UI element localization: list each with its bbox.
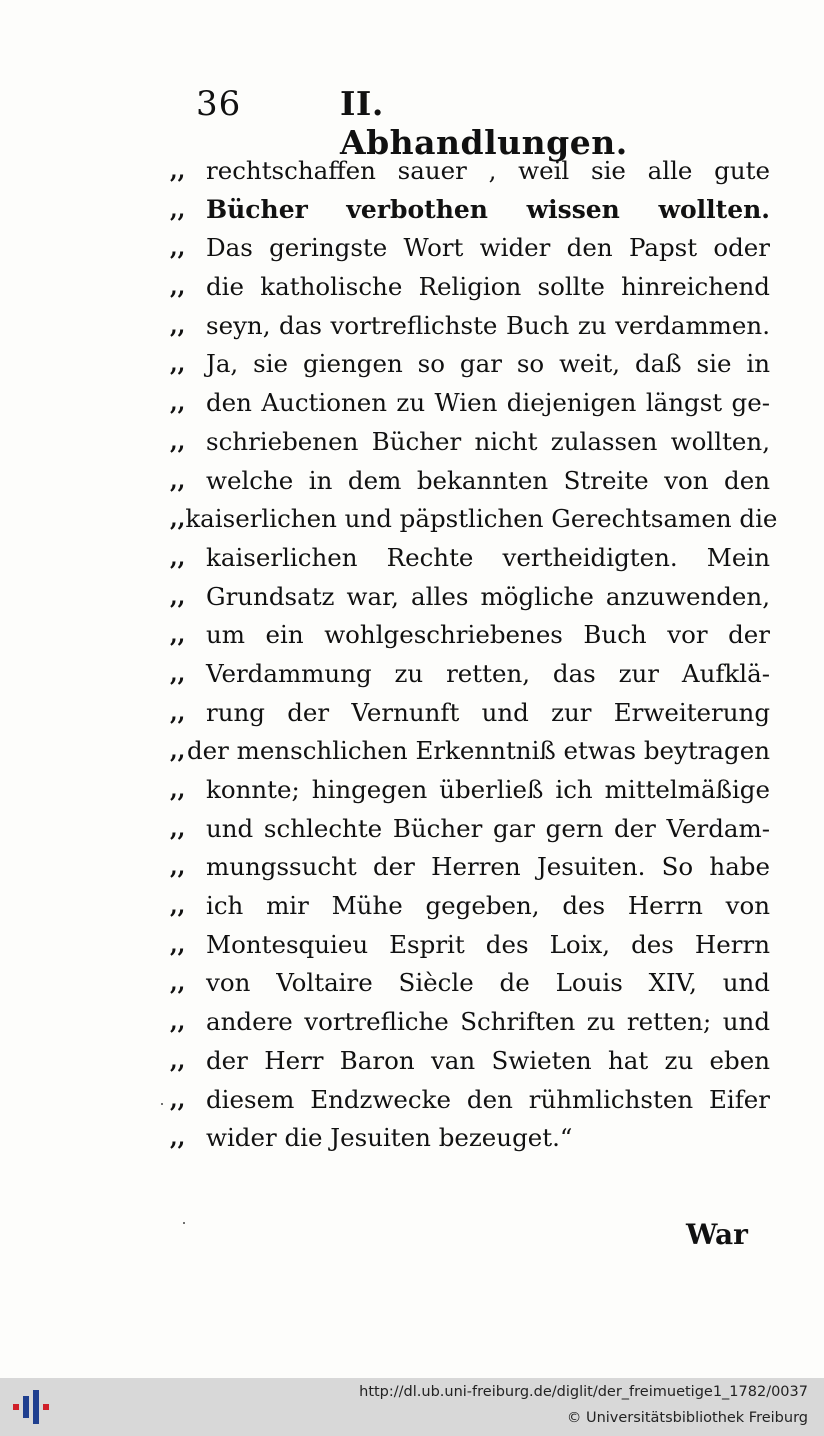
text-line: ,, ich mir Mühe gegeben, des Herrn von	[170, 887, 770, 926]
source-url-link[interactable]: http://dl.ub.uni-freiburg.de/diglit/der_freimuetige1_1782/0037	[359, 1384, 808, 1400]
quote-mark: ,,	[170, 274, 186, 301]
quote-mark: ,,	[170, 777, 186, 803]
body-text	[170, 152, 778, 1158]
quote-mark: ,,	[170, 622, 186, 649]
scan-speck	[161, 1103, 163, 1105]
text-line: ,, wider die Jesuiten bezeuget.“	[170, 1119, 770, 1158]
text-line: ,, Montesquieu Esprit des Loix, des Herrn	[170, 926, 770, 965]
quote-mark: ,,	[170, 351, 186, 378]
text-line: ,, Ja, sie giengen so gar so weit, daß sie in	[170, 345, 770, 384]
quote-mark: ,,	[170, 931, 186, 958]
quote-mark: ,,	[170, 738, 186, 765]
quote-mark: ,,	[170, 235, 186, 262]
text-line: ,, Das geringste Wort wider den Papst oder	[170, 229, 770, 268]
text-line: ,, seyn, das vortreflichste Buch zu verdammen.	[170, 307, 770, 346]
copyright-notice: © Universitätsbibliothek Freiburg	[566, 1410, 808, 1426]
text-line: ,, der menschlichen Erkenntniß etwas beytragen	[170, 732, 770, 771]
page-number: 36	[196, 84, 242, 124]
quote-mark: ,,	[170, 1047, 186, 1074]
catchword: War	[686, 1218, 748, 1251]
quote-mark: ,,	[170, 815, 186, 842]
running-head: II. Abhandlungen.	[340, 84, 628, 162]
quote-mark: ,,	[170, 854, 186, 881]
text-line: ,, welche in dem bekannten Streite von den	[170, 462, 770, 501]
scan-speck	[183, 1222, 185, 1224]
text-line: ,, Verdammung zu retten, das zur Aufklä-	[170, 655, 770, 694]
text-line: ,, andere vortrefliche Schriften zu retten; und	[170, 1003, 770, 1042]
text-line: ,, den Auctionen zu Wien diejenigen längst ge-	[170, 384, 770, 423]
page-header	[196, 84, 628, 162]
quote-mark: ,,	[170, 660, 186, 687]
text-line: ,, mungssucht der Herren Jesuiten. So habe	[170, 848, 770, 887]
text-line: ,, rechtschaffen sauer , weil sie alle gute	[170, 152, 770, 191]
quote-mark: ,,	[170, 544, 186, 571]
text-line: ,, diesem Endzwecke den rühmlichsten Eifer	[170, 1081, 770, 1120]
text-line: ,, von Voltaire Siècle de Louis XIV, und	[170, 964, 770, 1003]
text-line: ,, Bücher verbothen wissen wollten.	[170, 191, 770, 230]
text-line: ,, um ein wohlgeschriebenes Buch vor der	[170, 616, 770, 655]
quote-mark: ,,	[170, 893, 186, 920]
text-line: ,, schriebenen Bücher nicht zulassen wollten,	[170, 423, 770, 462]
text-line: ,, und schlechte Bücher gar gern der Verdam-	[170, 810, 770, 849]
quote-mark: ,,	[170, 1125, 186, 1152]
quote-mark: ,,	[170, 390, 186, 417]
library-logo-icon	[10, 1386, 54, 1428]
text-line: ,, rung der Vernunft und zur Erweiterung	[170, 694, 770, 733]
quote-mark: ,,	[170, 158, 186, 184]
quote-mark: ,,	[170, 583, 186, 610]
footer-bar	[0, 1378, 824, 1436]
quote-mark: ,,	[170, 1009, 186, 1036]
quote-mark: ,,	[170, 970, 186, 997]
quote-mark: ,,	[170, 1086, 186, 1113]
quote-mark: ,,	[170, 196, 186, 223]
text-line: ,, der Herr Baron van Swieten hat zu eben	[170, 1042, 770, 1081]
text-line: ,, Grundsatz war, alles mögliche anzuwenden,	[170, 578, 770, 617]
quote-mark: ,,	[170, 428, 186, 455]
text-line: ,, die katholische Religion sollte hinreichend	[170, 268, 770, 307]
text-line: ,, konnte; hingegen überließ ich mittelmäßige	[170, 771, 770, 810]
text-line: ,, kaiserlichen und päpstlichen Gerechtsamen die	[170, 500, 770, 539]
quote-mark: ,,	[170, 506, 186, 533]
text-line: ,, kaiserlichen Rechte vertheidigten. Mein	[170, 539, 770, 578]
quote-mark: ,,	[170, 467, 186, 494]
quote-mark: ,,	[170, 699, 186, 726]
quote-mark: ,,	[170, 312, 186, 339]
